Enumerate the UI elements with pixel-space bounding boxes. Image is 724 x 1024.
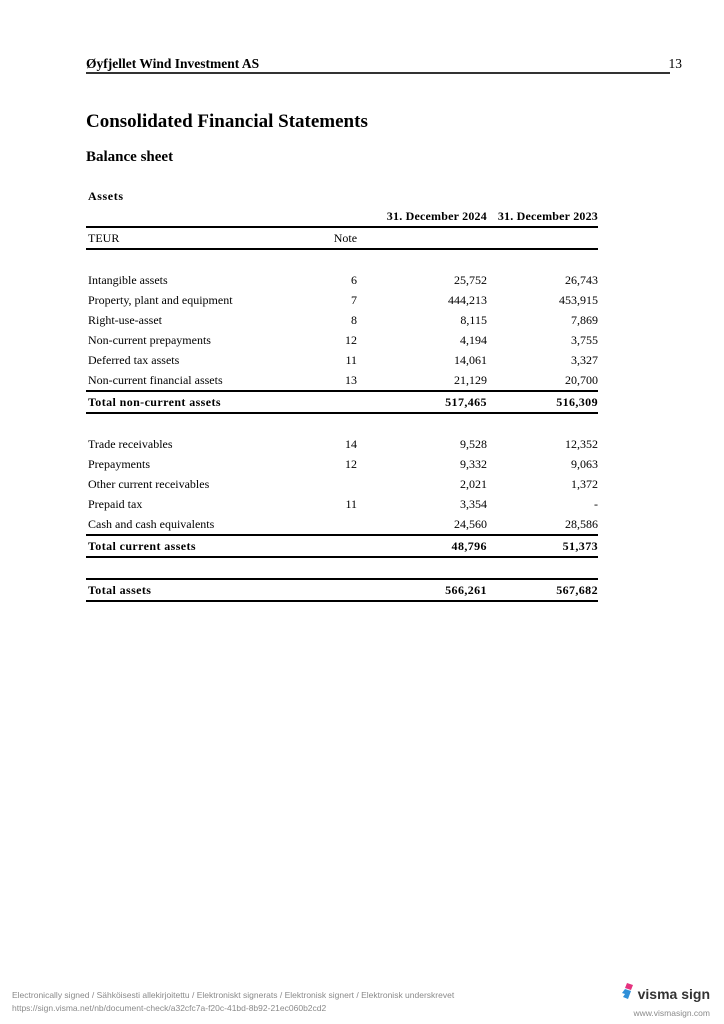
- column-header-row: [86, 227, 598, 249]
- year-2024-header: 31. December 2024: [386, 209, 487, 223]
- year-header-row: [86, 206, 598, 227]
- document-check-link[interactable]: https://sign.visma.net/nb/document-check/a32cfc7a-f20c-41bd-8b92-21ec060b2cd2: [12, 1003, 327, 1013]
- brand-url[interactable]: www.vismasign.com: [633, 1008, 710, 1018]
- table-row: Non-current financial assets 13 21,129 20,700: [88, 373, 598, 387]
- page-title: Consolidated Financial Statements: [86, 111, 368, 132]
- assets-heading: Assets: [88, 189, 124, 203]
- table-row: Prepayments 12 9,332 9,063: [88, 457, 598, 471]
- section-subtitle: Balance sheet: [86, 149, 174, 165]
- signed-notice: Electronically signed / Sähköisesti allekirjoitettu / Elektroniskt signerats / Elektronisk signert / Elektronisk underskrevet: [12, 990, 455, 1000]
- table-row: Intangible assets 6 25,752 26,743: [88, 273, 598, 287]
- table-row: Right-use-asset 8 8,115 7,869: [88, 313, 598, 327]
- visma-sign-logo: [622, 983, 710, 1004]
- visma-sign-branding: [622, 983, 710, 1018]
- total-current-row: Total current assets 48,796 51,373: [86, 535, 598, 557]
- table-row: Other current receivables 2,021 1,372: [88, 477, 598, 491]
- table-row: Prepaid tax 11 3,354 -: [88, 497, 598, 511]
- note-header: Note: [333, 231, 358, 245]
- year-2023-header: 31. December 2023: [497, 209, 598, 223]
- company-name: Øyfjellet Wind Investment AS: [86, 56, 670, 74]
- visma-sign-icon: [622, 983, 634, 1004]
- balance-sheet-table: [86, 206, 598, 602]
- table-row: Property, plant and equipment 7 444,213 453,915: [88, 293, 598, 307]
- table-row: Non-current prepayments 12 4,194 3,755: [88, 333, 598, 347]
- brand-name: visma sign: [637, 985, 710, 1002]
- total-non-current-row: Total non-current assets 517,465 516,309: [86, 391, 598, 413]
- page-header: [86, 56, 682, 73]
- signature-footer: [12, 989, 454, 1015]
- table-row: Trade receivables 14 9,528 12,352: [88, 437, 598, 451]
- page-number: 13: [668, 56, 682, 71]
- table-row: Deferred tax assets 11 14,061 3,327: [88, 353, 598, 367]
- total-assets-row: Total assets 566,261 567,682: [86, 579, 598, 601]
- table-row: Cash and cash equivalents 24,560 28,586: [88, 517, 598, 531]
- unit-label: TEUR: [88, 231, 120, 245]
